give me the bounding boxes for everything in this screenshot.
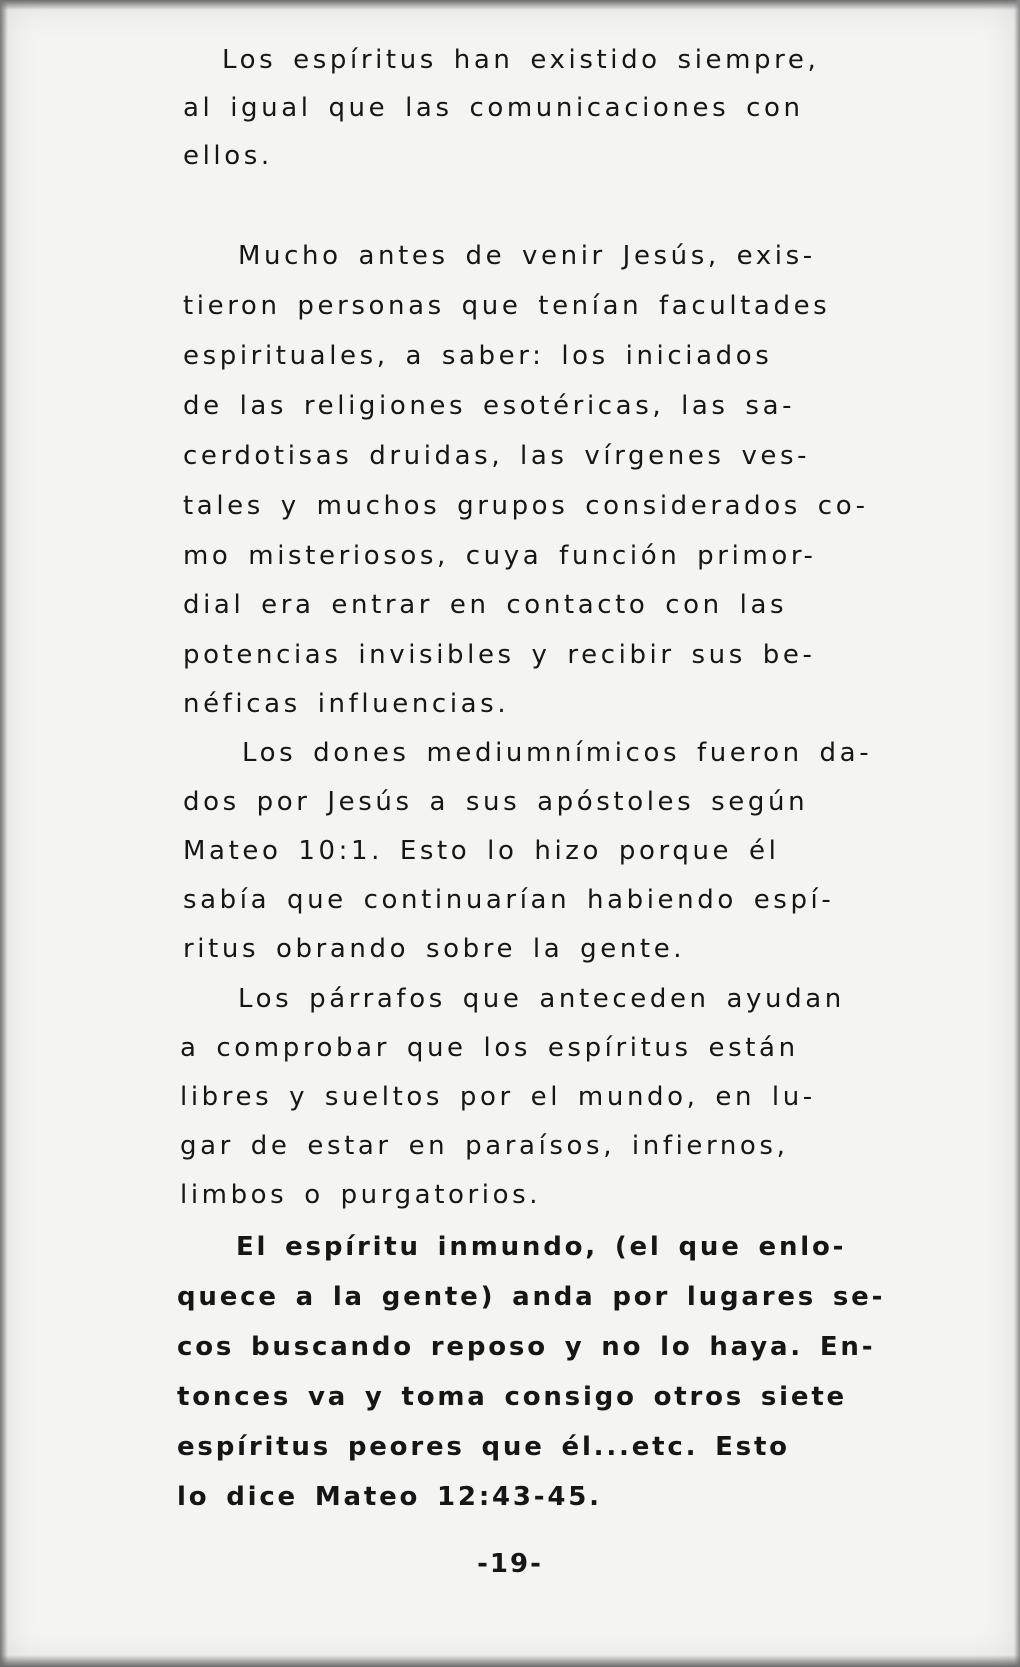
text-line: espíritus peores que él...etc. Esto: [177, 1432, 790, 1462]
text-line: Los espíritus han existido siempre,: [222, 45, 820, 75]
text-line: ellos.: [183, 141, 273, 171]
text-line: dos por Jesús a sus apóstoles según: [183, 787, 809, 817]
text-line: Mucho antes de venir Jesús, exis-: [238, 241, 816, 271]
text-line: tieron personas que tenían facultades: [183, 291, 831, 321]
text-line: Mateo 10:1. Esto lo hizo porque él: [183, 836, 780, 866]
text-line: a comprobar que los espíritus están: [180, 1033, 799, 1063]
page-number: -19-: [477, 1549, 543, 1579]
text-line: gar de estar en paraísos, infiernos,: [180, 1131, 789, 1161]
text-line: espirituales, a saber: los iniciados: [183, 341, 773, 371]
text-line: El espíritu inmundo, (el que enlo-: [236, 1232, 847, 1262]
text-line: mo misteriosos, cuya función primor-: [183, 541, 817, 571]
text-line: al igual que las comunicaciones con: [183, 93, 804, 123]
text-line: tonces va y toma consigo otros siete: [177, 1382, 847, 1412]
text-line: ritus obrando sobre la gente.: [183, 934, 686, 964]
text-line: dial era entrar en contacto con las: [183, 590, 788, 620]
text-line: sabía que continuarían habiendo espí-: [183, 885, 835, 915]
text-line: libres y sueltos por el mundo, en lu-: [180, 1082, 816, 1112]
text-line: potencias invisibles y recibir sus be-: [183, 640, 816, 670]
text-line: cerdotisas druidas, las vírgenes ves-: [183, 441, 811, 471]
text-line: lo dice Mateo 12:43-45.: [177, 1482, 602, 1512]
text-line: de las religiones esotéricas, las sa-: [183, 391, 796, 421]
text-line: quece a la gente) anda por lugares se-: [177, 1282, 886, 1312]
text-line: Los dones mediumnímicos fueron da-: [242, 738, 873, 768]
text-line: limbos o purgatorios.: [180, 1180, 542, 1210]
text-line: néficas influencias.: [183, 689, 510, 719]
text-line: Los párrafos que anteceden ayudan: [238, 984, 845, 1014]
text-line: tales y muchos grupos considerados co-: [183, 491, 869, 521]
text-line: cos buscando reposo y no lo haya. En-: [177, 1332, 876, 1362]
